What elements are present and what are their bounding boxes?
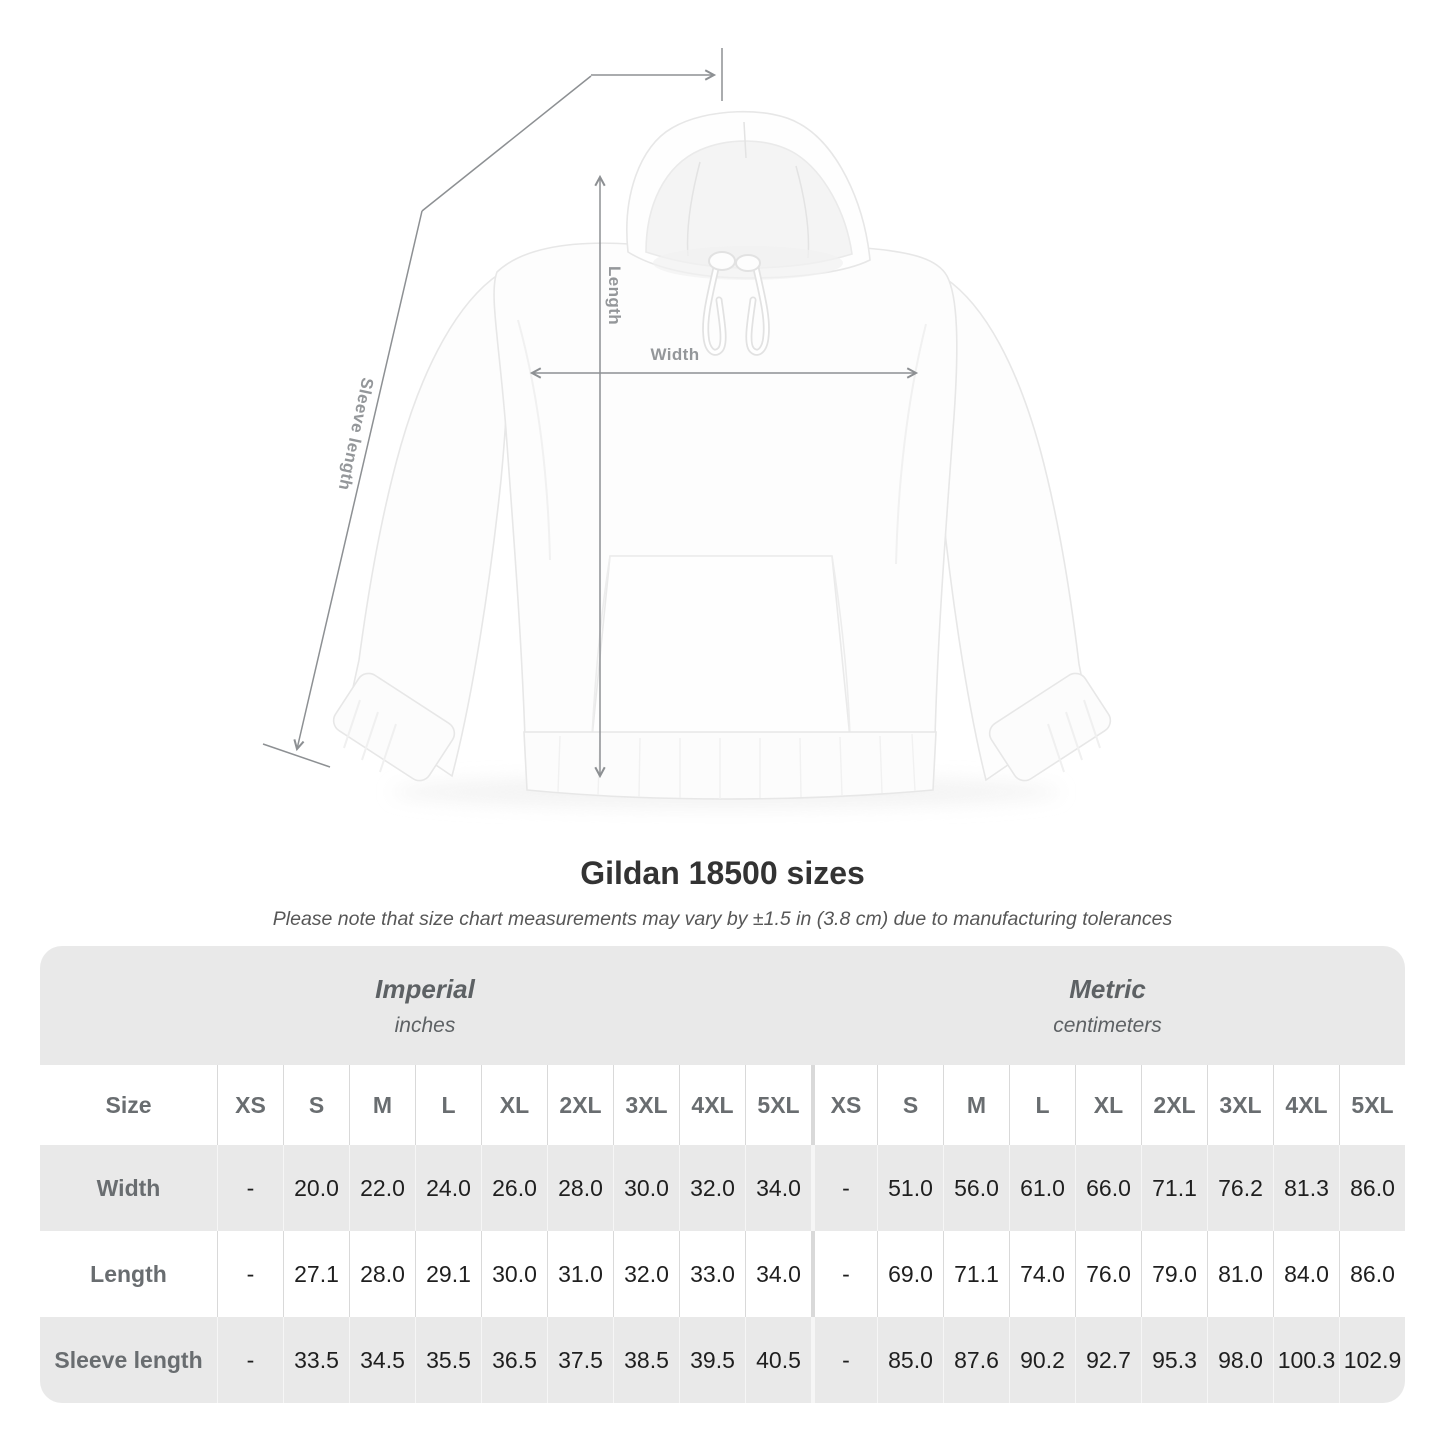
value-cell: 102.9 (1339, 1317, 1405, 1403)
hoodie-garment (329, 112, 1115, 799)
page-title: Gildan 18500 sizes (580, 855, 865, 891)
value-cell: 30.0 (481, 1231, 547, 1317)
size-header-metric-m: M (943, 1065, 1009, 1145)
value-cell: 76.0 (1075, 1231, 1141, 1317)
value-cell: 71.1 (943, 1231, 1009, 1317)
value-cell: 87.6 (943, 1317, 1009, 1403)
value-cell: 31.0 (547, 1231, 613, 1317)
value-cell: 69.0 (877, 1231, 943, 1317)
value-cell: 30.0 (613, 1145, 679, 1231)
value-cell: 38.5 (613, 1317, 679, 1403)
value-cell: 34.0 (745, 1231, 811, 1317)
size-header-metric-xl: XL (1075, 1065, 1141, 1145)
size-chart-table (40, 946, 1405, 1403)
imperial-label: Imperial (375, 973, 475, 1004)
value-cell: 26.0 (481, 1145, 547, 1231)
size-header-imperial-m: M (349, 1065, 415, 1145)
size-header-metric-l: L (1009, 1065, 1075, 1145)
size-header-imperial-3xl: 3XL (613, 1065, 679, 1145)
size-header-imperial-5xl: 5XL (745, 1065, 811, 1145)
value-cell: - (811, 1317, 877, 1403)
value-cell: 92.7 (1075, 1317, 1141, 1403)
value-cell: 85.0 (877, 1317, 943, 1403)
value-cell: 79.0 (1141, 1231, 1207, 1317)
size-header-imperial-xs: XS (217, 1065, 283, 1145)
value-cell: 86.0 (1339, 1145, 1405, 1231)
unit-band (40, 946, 1405, 1065)
width-measure-label: Width (650, 345, 700, 364)
row-label: Width (96, 1174, 161, 1201)
size-header-metric-4xl: 4XL (1273, 1065, 1339, 1145)
value-cell: 56.0 (943, 1145, 1009, 1231)
value-cell: 51.0 (877, 1145, 943, 1231)
value-cell: 37.5 (547, 1317, 613, 1403)
value-cell: 34.5 (349, 1317, 415, 1403)
value-cell: 71.1 (1141, 1145, 1207, 1231)
value-cell: 27.1 (283, 1231, 349, 1317)
sleeve-length-measure-label: Sleeve length (334, 375, 378, 493)
value-cell: 33.5 (283, 1317, 349, 1403)
measurement-row-sleeve-length (40, 1317, 1405, 1403)
size-header-metric-5xl: 5XL (1339, 1065, 1405, 1145)
size-header-imperial-xl: XL (481, 1065, 547, 1145)
value-cell: - (811, 1145, 877, 1231)
value-cell: 66.0 (1075, 1145, 1141, 1231)
size-header-metric-s: S (877, 1065, 943, 1145)
metric-unit-label: centimeters (1053, 1013, 1162, 1037)
length-measure-label: Length (605, 266, 624, 326)
value-cell: 24.0 (415, 1145, 481, 1231)
value-cell: 22.0 (349, 1145, 415, 1231)
value-cell: 61.0 (1009, 1145, 1075, 1231)
value-cell: 86.0 (1339, 1231, 1405, 1317)
value-cell: 39.5 (679, 1317, 745, 1403)
value-cell: 81.0 (1207, 1231, 1273, 1317)
size-column-header: Size (105, 1091, 152, 1118)
size-header-metric-2xl: 2XL (1141, 1065, 1207, 1145)
value-cell: - (811, 1231, 877, 1317)
value-cell: 40.5 (745, 1317, 811, 1403)
value-cell: 29.1 (415, 1231, 481, 1317)
value-cell: 84.0 (1273, 1231, 1339, 1317)
value-cell: 33.0 (679, 1231, 745, 1317)
value-cell: 74.0 (1009, 1231, 1075, 1317)
value-cell: 76.2 (1207, 1145, 1273, 1231)
row-label: Length (90, 1260, 167, 1287)
value-cell: 90.2 (1009, 1317, 1075, 1403)
size-header-imperial-4xl: 4XL (679, 1065, 745, 1145)
sleeve-upper-segment (422, 76, 591, 211)
sleeve-end-tick (263, 744, 330, 767)
value-cell: 95.3 (1141, 1317, 1207, 1403)
imperial-unit-label: inches (394, 1013, 456, 1037)
measurement-row-length (40, 1231, 1405, 1317)
value-cell: 28.0 (349, 1231, 415, 1317)
value-cell: - (217, 1231, 283, 1317)
size-header-imperial-l: L (415, 1065, 481, 1145)
value-cell: 20.0 (283, 1145, 349, 1231)
measurement-row-width (40, 1145, 1405, 1231)
imperial-group-header (40, 946, 810, 1065)
value-cell: 32.0 (613, 1231, 679, 1317)
value-cell: 98.0 (1207, 1317, 1273, 1403)
row-label: Sleeve length (54, 1346, 203, 1373)
size-header-row (40, 1065, 1405, 1145)
value-cell: 34.0 (745, 1145, 811, 1231)
value-cell: 81.3 (1273, 1145, 1339, 1231)
value-cell: 35.5 (415, 1317, 481, 1403)
value-cell: 28.0 (547, 1145, 613, 1231)
size-header-imperial-2xl: 2XL (547, 1065, 613, 1145)
size-header-metric-3xl: 3XL (1207, 1065, 1273, 1145)
value-cell: 32.0 (679, 1145, 745, 1231)
size-header-imperial-s: S (283, 1065, 349, 1145)
value-cell: - (217, 1145, 283, 1231)
value-cell: 36.5 (481, 1317, 547, 1403)
size-header-metric-xs: XS (811, 1065, 877, 1145)
value-cell: 100.3 (1273, 1317, 1339, 1403)
metric-group-header (810, 946, 1405, 1065)
metric-label: Metric (1069, 973, 1146, 1004)
value-cell: - (217, 1317, 283, 1403)
tolerance-note: Please note that size chart measurements may vary by ±1.5 in (3.8 cm) due to manufacturing tolerances (272, 908, 1173, 930)
